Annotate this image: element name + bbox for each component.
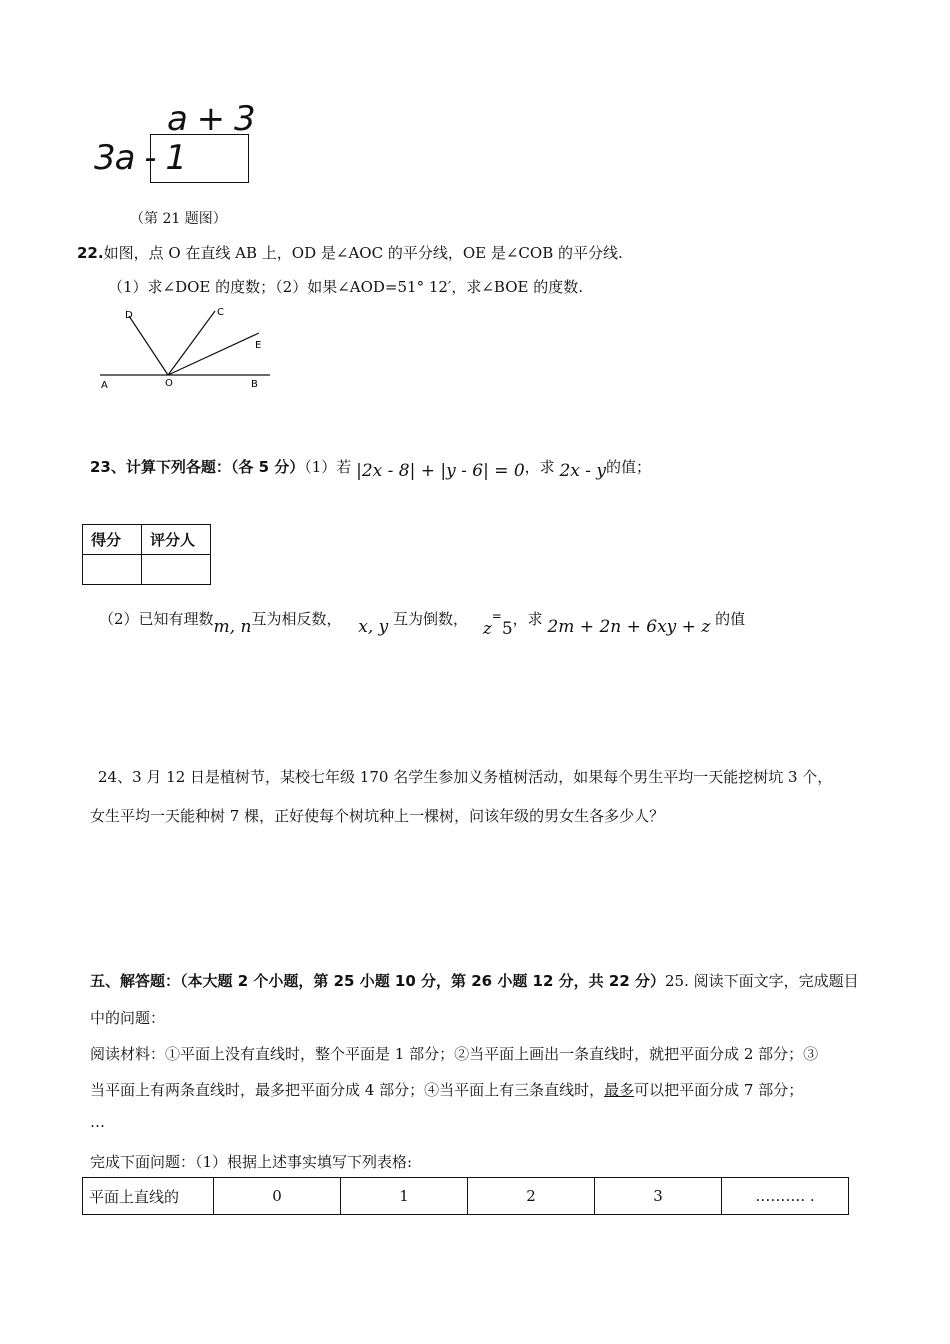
- lines-table-cell: 3: [595, 1178, 722, 1215]
- q23-part1-expression: |2x - 8| + |y - 6| = 0: [356, 461, 525, 481]
- q22-subquestions: （1）求∠DOE 的度数；（2）如果∠AOD=51° 12′，求∠BOE 的度数.: [108, 278, 583, 296]
- grade-table: [82, 524, 211, 585]
- sec5-heading: 五、解答题：（本大题 2 个小题，第 25 小题 10 分，第 26 小题 12 分，共 22 分）: [90, 972, 665, 990]
- q23-part1-suffix: 的值；: [606, 458, 652, 476]
- lines-table: [82, 1177, 849, 1215]
- reading-line1: 阅读材料：①平面上没有直线时，整个平面是 1 部分；②当平面上画出一条直线时，就把平面分成 2 部分；③: [90, 1045, 819, 1063]
- lines-table-cell: 1: [341, 1178, 468, 1215]
- grade-grader-header: 评分人: [142, 525, 211, 555]
- reading-line2c: 可以把平面分成 7 部分；: [634, 1081, 804, 1099]
- label-C: C: [217, 307, 224, 318]
- q23-part2-mn: m, n: [213, 617, 252, 637]
- q23-part2-suffix: 的值: [715, 610, 746, 628]
- q24-line1: 24、3 月 12 日是植树节，某校七年级 170 名学生参加义务植树活动，如果每个男生平均一天能挖树坑 3 个，: [98, 768, 833, 786]
- fig21-caption: （第 21 题图）: [130, 211, 227, 227]
- q23-part1: [90, 456, 652, 481]
- grade-score-header: 得分: [83, 525, 142, 555]
- q24-line2: 女生平均一天能种树 7 棵，正好使每个树坑种上一棵树，问该年级的男女生各多少人？: [90, 807, 665, 825]
- lines-table-cell: ………. .: [722, 1178, 849, 1215]
- label-O: O: [165, 378, 173, 389]
- q23-part2-z: z: [482, 619, 492, 639]
- reading-ellipsis: …: [90, 1113, 105, 1131]
- q23-part2-text2: 互为倒数，: [393, 610, 469, 628]
- reading-line2-underlined: 最多: [604, 1081, 635, 1099]
- q22-angle-figure: [95, 300, 275, 392]
- label-A: A: [101, 380, 108, 391]
- q23-part2-text1: 互为相反数，: [251, 610, 342, 628]
- grade-grader-cell[interactable]: [142, 555, 211, 585]
- q23-part2-five: 5: [501, 619, 513, 639]
- fig21-top-expression: a + 3: [167, 99, 255, 139]
- q23-part2: [99, 608, 746, 639]
- q23-part2-expression: 2m + 2n + 6xy + z: [547, 617, 711, 637]
- q23-heading: 23、计算下列各题：（各 5 分）: [90, 458, 305, 476]
- q23-part1-mid: ，求: [524, 458, 555, 476]
- q23-part2-xy: x, y: [358, 617, 389, 637]
- q23-part1-prefix: （1）若: [304, 458, 352, 476]
- sec5-line1: [90, 970, 859, 991]
- q22-text-line: [77, 242, 623, 263]
- lines-table-cell: 0: [214, 1178, 341, 1215]
- label-E: E: [255, 340, 262, 351]
- q25-continued: 中的问题：: [90, 1009, 166, 1027]
- q23-part2-equals: =: [491, 609, 502, 623]
- fig21-left-expression: 3a - 1: [94, 138, 186, 178]
- label-B: B: [251, 379, 258, 390]
- q22-text: 如图，点 O 在直线 AB 上，OD 是∠AOC 的平分线，OE 是∠COB 的平分线.: [103, 244, 623, 262]
- lines-table-header: 平面上直线的: [83, 1178, 214, 1215]
- grade-score-cell[interactable]: [83, 555, 142, 585]
- q23-part2-prefix: （2）已知有理数: [99, 610, 214, 628]
- q23-part1-target: 2x - y: [559, 461, 607, 481]
- q25-start: 25. 阅读下面文字，完成题目: [664, 972, 859, 990]
- label-D: D: [125, 310, 133, 321]
- lines-table-cell: 2: [468, 1178, 595, 1215]
- reading-line2a: 当平面上有两条直线时，最多把平面分成 4 部分；④当平面上有三条直线时，: [90, 1081, 605, 1099]
- task-instruction: 完成下面问题：（1）根据上述事实填写下列表格:: [90, 1153, 413, 1171]
- q22-number: 22.: [77, 244, 104, 262]
- q23-part2-text3: ，求: [512, 610, 543, 628]
- reading-line2: [90, 1079, 803, 1100]
